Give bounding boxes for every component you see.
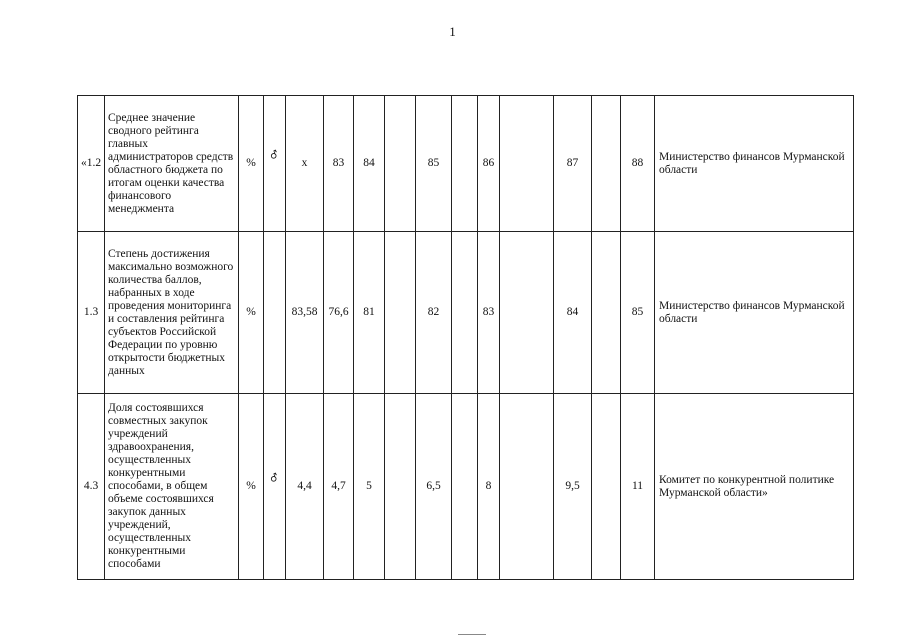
value-cell <box>500 232 554 394</box>
mark-cell <box>264 96 286 232</box>
row-number: 4.3 <box>78 394 105 580</box>
value-cell: 87 <box>554 96 592 232</box>
unit-cell: % <box>239 96 264 232</box>
value-cell: 83,58 <box>286 232 324 394</box>
value-cell: 81 <box>354 232 385 394</box>
value-cell: 9,5 <box>554 394 592 580</box>
unit-cell: % <box>239 394 264 580</box>
value-cell <box>452 394 478 580</box>
value-cell <box>385 232 416 394</box>
mark-cell <box>264 394 286 580</box>
page-number: 1 <box>449 24 456 39</box>
value-cell <box>592 96 621 232</box>
value-cell: 83 <box>324 96 354 232</box>
value-cell: 8 <box>478 394 500 580</box>
responsible-body: Комитет по конкурентной политике Мурманской области» <box>655 394 854 580</box>
indicator-name: Степень достижения максимально возможного количества баллов, набранных в ходе проведения мониторинга и составления рейтинга субъектов Российской Федерации по уровню открытости бюджетных данных <box>105 232 239 394</box>
row-number: 1.3 <box>78 232 105 394</box>
table-row <box>78 394 854 580</box>
value-cell: х <box>286 96 324 232</box>
value-cell <box>592 232 621 394</box>
mark-cell <box>264 232 286 394</box>
value-cell: 84 <box>554 232 592 394</box>
pen-mark-icon: ♂ <box>267 148 282 163</box>
indicators-table <box>77 95 854 580</box>
table-row <box>78 232 854 394</box>
responsible-body: Министерство финансов Мурманской области <box>655 96 854 232</box>
value-cell <box>500 394 554 580</box>
value-cell: 76,6 <box>324 232 354 394</box>
value-cell <box>592 394 621 580</box>
value-cell: 84 <box>354 96 385 232</box>
value-cell <box>385 394 416 580</box>
value-cell <box>452 96 478 232</box>
value-cell: 5 <box>354 394 385 580</box>
scan-mark <box>458 634 486 635</box>
value-cell: 4,7 <box>324 394 354 580</box>
value-cell: 4,4 <box>286 394 324 580</box>
value-cell: 85 <box>416 96 452 232</box>
table-row <box>78 96 854 232</box>
value-cell: 85 <box>621 232 655 394</box>
value-cell <box>385 96 416 232</box>
value-cell <box>452 232 478 394</box>
value-cell: 82 <box>416 232 452 394</box>
value-cell: 83 <box>478 232 500 394</box>
value-cell: 88 <box>621 96 655 232</box>
responsible-body: Министерство финансов Мурманской области <box>655 232 854 394</box>
unit-cell: % <box>239 232 264 394</box>
value-cell: 86 <box>478 96 500 232</box>
value-cell: 11 <box>621 394 655 580</box>
value-cell: 6,5 <box>416 394 452 580</box>
pen-mark-icon: ♂ <box>267 471 282 486</box>
indicator-name: Доля состоявшихся совместных закупок учреждений здравоохранения, осуществленных конкурентными способами, в общем объеме состоявшихся закупок данных учреждений, осуществленных конкурентными способами <box>105 394 239 580</box>
value-cell <box>500 96 554 232</box>
row-number: «1.2 <box>78 96 105 232</box>
indicator-name: Среднее значение сводного рейтинга главных администраторов средств областного бюджета по итогам оценки качества финансового менеджмента <box>105 96 239 232</box>
